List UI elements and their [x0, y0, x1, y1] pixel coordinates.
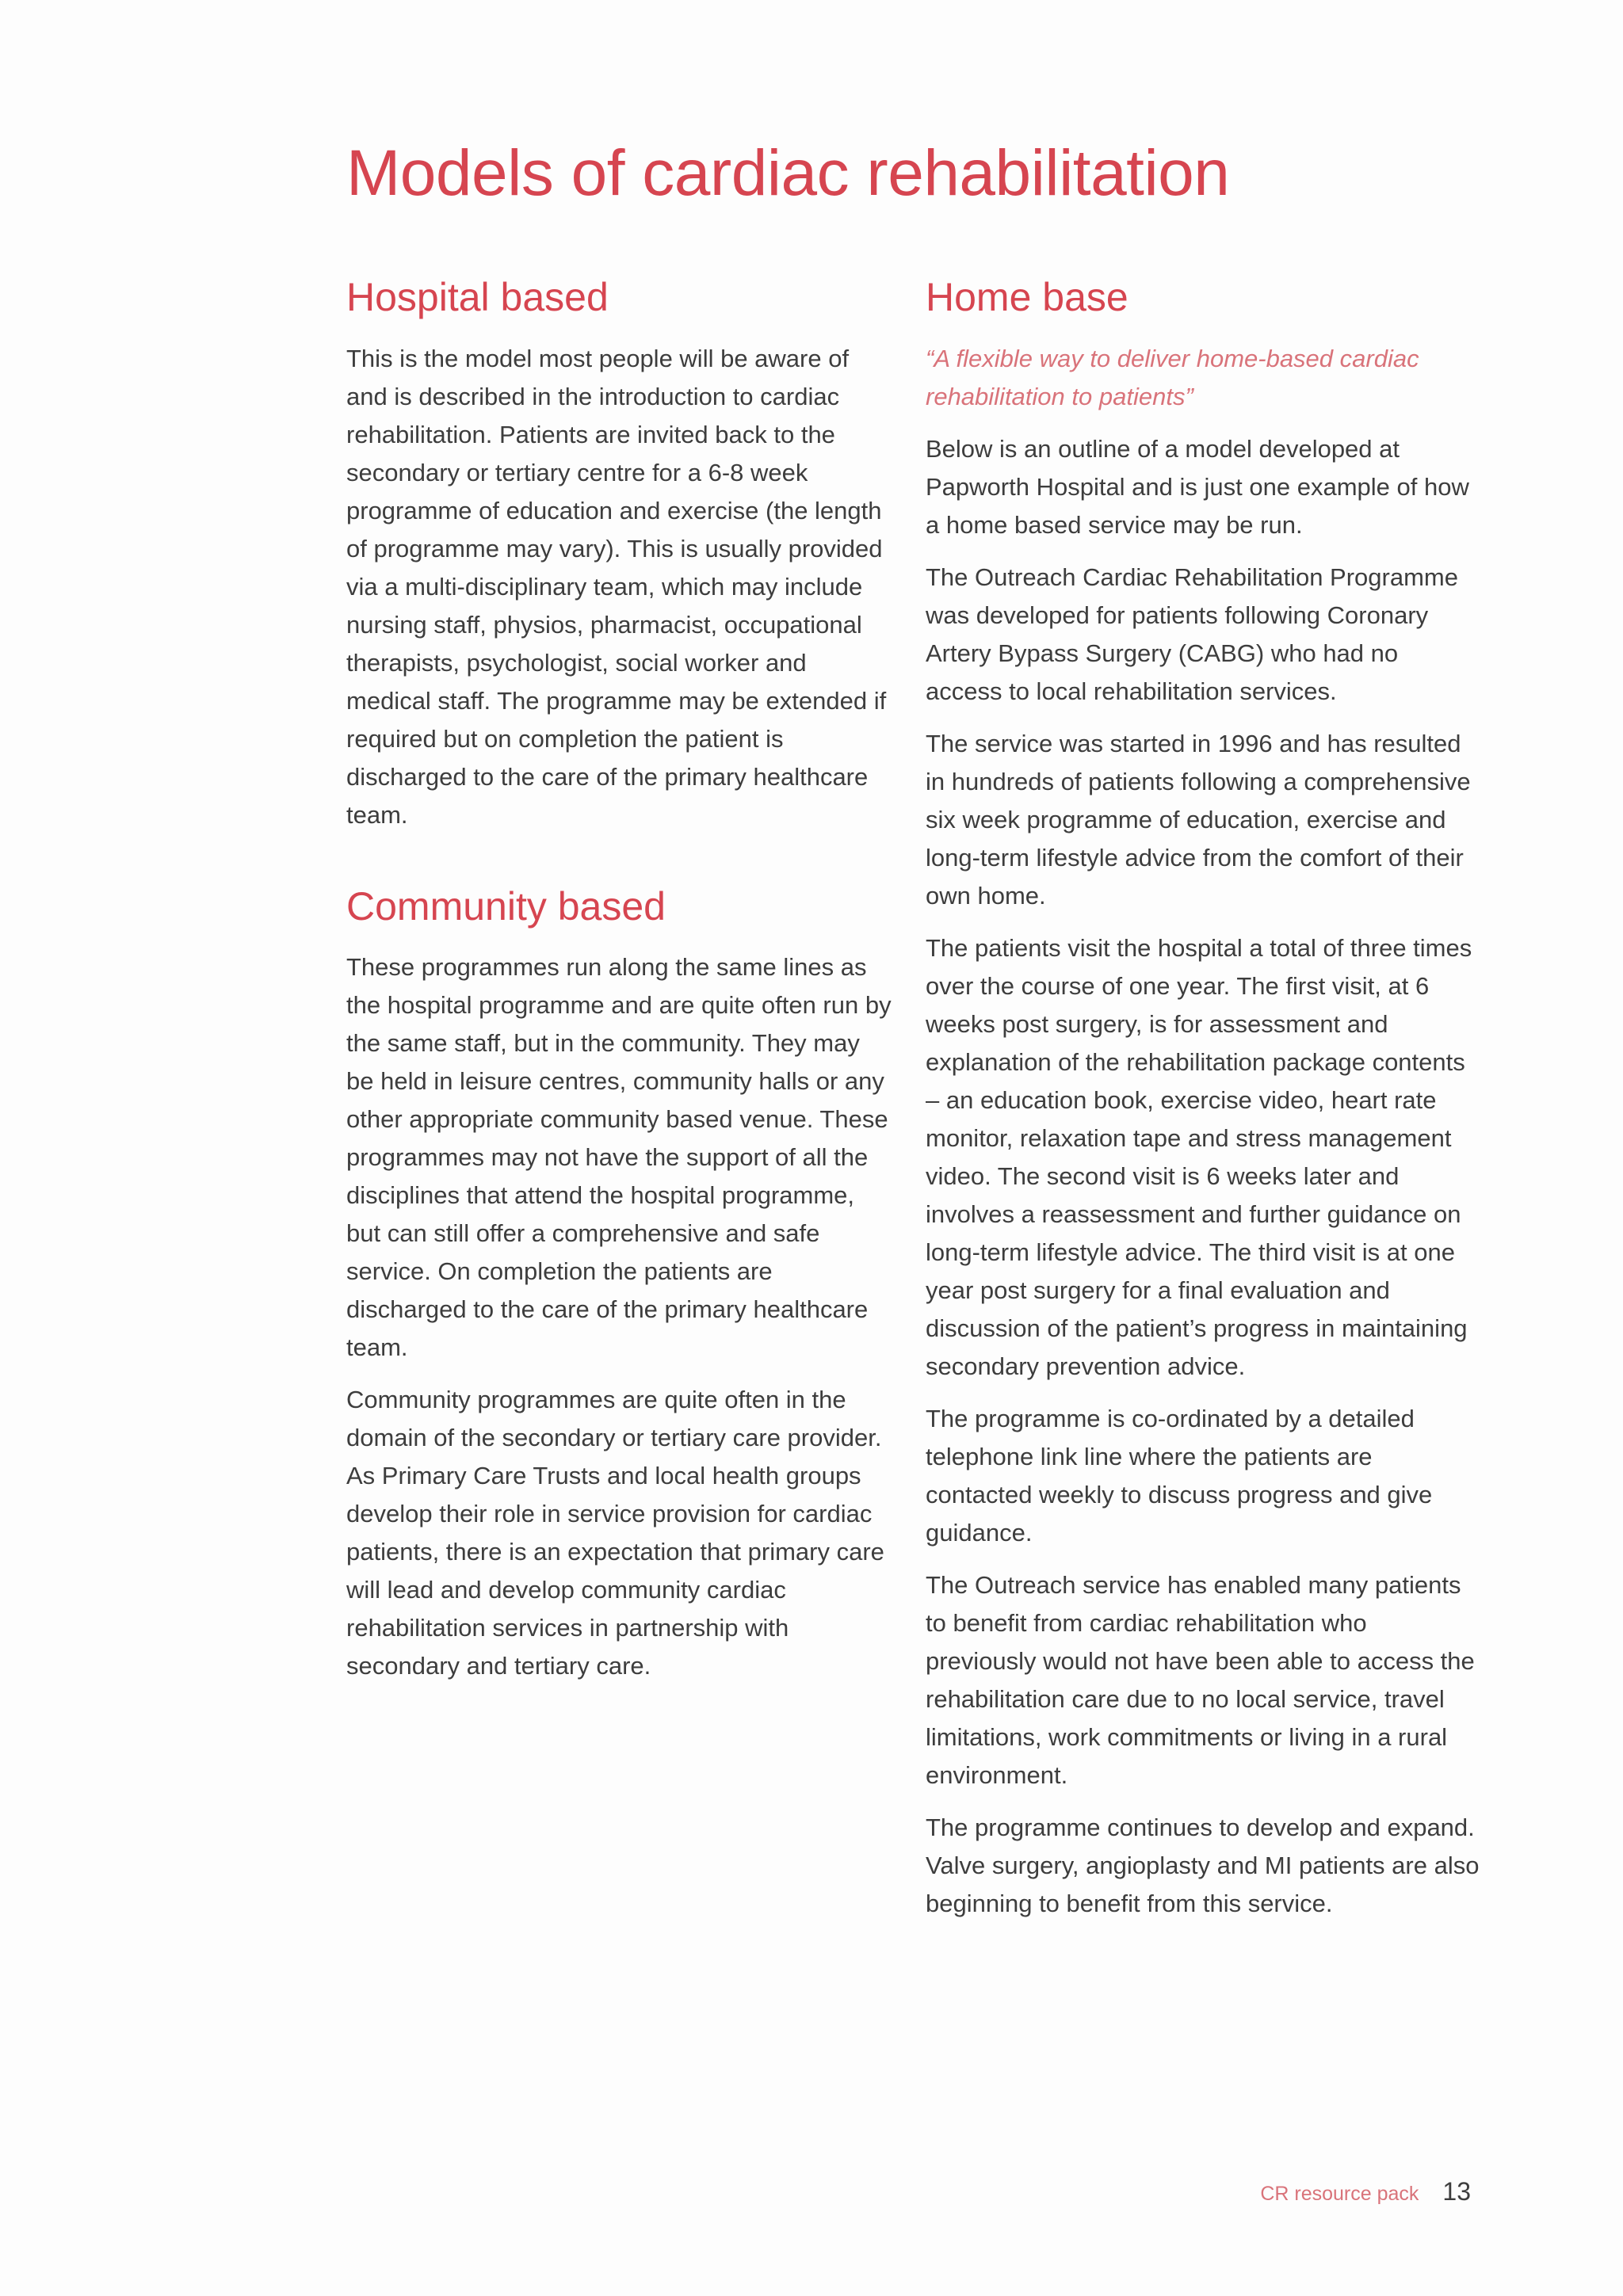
hospital-based-heading: Hospital based — [346, 275, 609, 319]
community-based-heading: Community based — [346, 883, 666, 929]
home-base-paragraph: The service was started in 1996 and has resulted in hundreds of patients following a comprehensive six week programme of education, exercise and long-term lifestyle advice from the comfort of their own home. — [926, 729, 1471, 910]
page-footer — [1260, 2177, 1471, 2206]
home-base-paragraph: Below is an outline of a model developed at Papworth Hospital and is just one example of how a home based service may be run. — [926, 434, 1469, 539]
home-base-quote: “A flexible way to deliver home-based cardiac rehabilitation to patients” — [926, 344, 1419, 410]
home-base-paragraph: The Outreach service has enabled many patients to benefit from cardiac rehabilitation who previously would not have been able to access the rehabilitation care due to no local service, travel limitations, work commitments or living in a rural environment. — [926, 1570, 1475, 1789]
community-based-paragraph: Community programmes are quite often in the domain of the secondary or tertiary care provider. As Primary Care Trusts and local health groups develop their role in service provision for cardiac patients, there is an expectation that primary care will lead and develop community cardiac rehabilitation services in partnership with secondary and tertiary care. — [346, 1386, 884, 1680]
right-column — [926, 273, 1480, 1970]
home-base-paragraph: The programme continues to develop and expand. Valve surgery, angioplasty and MI patients are also beginning to benefit from this service. — [926, 1813, 1480, 1917]
home-base-paragraph: The programme is co-ordinated by a detailed telephone link line where the patients are contacted weekly to discuss progress and give guidance. — [926, 1404, 1433, 1547]
home-base-paragraph: The patients visit the hospital a total of three times over the course of one year. The first visit, at 6 weeks post surgery, is for assessment and explanation of the rehabilitation package contents – an education book, exercise video, heart rate monitor, relaxation tape and stress management video. The second visit is 6 weeks later and involves a reassessment and further guidance on long-term lifestyle advice. The third visit is at one year post surgery for a final evaluation and discussion of the patient’s progress in maintaining secondary prevention advice. — [926, 933, 1472, 1380]
home-base-paragraph: The Outreach Cardiac Rehabilitation Programme was developed for patients following Coronary Artery Bypass Surgery (CABG) who had no access to local rehabilitation services. — [926, 563, 1458, 705]
hospital-based-section — [346, 273, 893, 834]
footer-label: CR resource pack — [1260, 2183, 1419, 2205]
home-base-section — [926, 273, 1480, 1923]
home-base-heading: Home base — [926, 275, 1128, 319]
community-based-section — [346, 882, 893, 1686]
hospital-based-paragraph: This is the model most people will be aware of and is described in the introduction to cardiac rehabilitation. Patients are invited back to the secondary or tertiary centre for a 6-8 week programme of education and exercise (the length of programme may vary). This is usually provided via a multi-disciplinary team, which may include nursing staff, physios, pharmacist, occupational therapists, psychologist, social worker and medical staff. The programme may be extended if required but on completion the patient is discharged to the care of the primary healthcare team. — [346, 344, 887, 829]
community-based-paragraph: These programmes run along the same lines as the hospital programme and are quite often run by the same staff, but in the community. They may be held in leisure centres, community halls or any other appropriate community based venue. These programmes may not have the support of all the disciplines that attend the hospital programme, but can still offer a comprehensive and safe service. On completion the patients are discharged to the care of the primary healthcare team. — [346, 953, 892, 1361]
left-column — [346, 273, 893, 1733]
page-title: Models of cardiac rehabilitation — [346, 137, 1230, 209]
page-number: 13 — [1442, 2177, 1471, 2206]
